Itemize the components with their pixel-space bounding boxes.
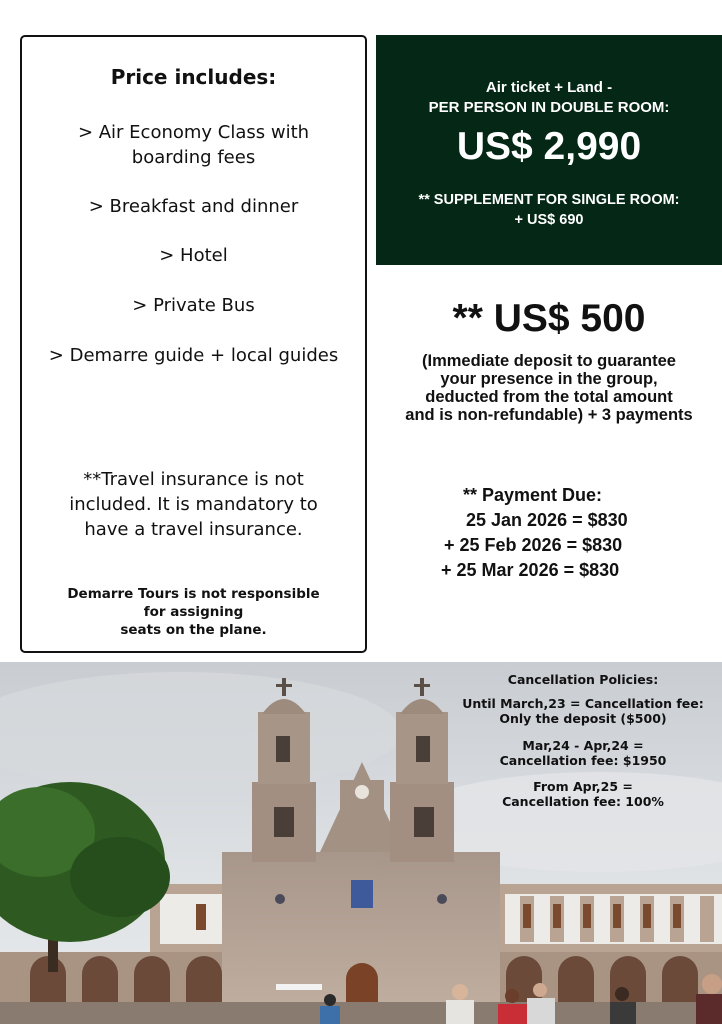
seat-note-line: for assigning	[143, 604, 244, 620]
include-item-bus: > Private Bus	[132, 295, 255, 316]
deposit-amount: ** US$ 500	[452, 297, 646, 340]
include-item-meals: > Breakfast and dinner	[88, 196, 299, 217]
cancellation-line: Mar,24 - Apr,24 =	[522, 738, 644, 753]
cancellation-line: Until March,23 = Cancellation fee:	[462, 696, 704, 711]
basilica-photo	[0, 662, 722, 1024]
seat-note-line: seats on the plane.	[120, 622, 267, 638]
deposit-line: deducted from the total amount	[425, 388, 673, 406]
include-item-guides: > Demarre guide + local guides	[48, 345, 339, 366]
cancellation-line: Only the deposit ($500)	[499, 711, 667, 726]
include-item-hotel: > Hotel	[159, 245, 228, 266]
cancellation-line: Cancellation fee: $1950	[499, 753, 667, 768]
price-box-line2: PER PERSON IN DOUBLE ROOM:	[428, 99, 670, 116]
include-item-air: > Air Economy Class with	[77, 122, 310, 143]
insurance-line: have a travel insurance.	[84, 519, 303, 540]
cancellation-line: From Apr,25 =	[533, 779, 633, 794]
include-item-air-fees: boarding fees	[131, 147, 256, 168]
insurance-line: **Travel insurance is not	[83, 469, 304, 490]
includes-title: Price includes:	[110, 65, 277, 89]
deposit-line: your presence in the group,	[440, 370, 658, 388]
payment-item: 25 Jan 2026 = $830	[466, 510, 628, 530]
insurance-line: included. It is mandatory to	[69, 494, 318, 515]
price-box-line1: Air ticket + Land -	[485, 79, 613, 96]
deposit-line: (Immediate deposit to guarantee	[422, 352, 676, 370]
seat-disclaimer	[42, 585, 345, 639]
cancellation-title: Cancellation Policies:	[507, 672, 659, 687]
deposit-line: and is non-refundable) + 3 payments	[405, 406, 693, 424]
single-supplement-price: + US$ 690	[514, 212, 584, 228]
payment-item: + 25 Feb 2026 = $830	[444, 535, 623, 555]
seat-note-line: Demarre Tours is not responsible	[67, 586, 320, 602]
price-includes-box	[20, 35, 367, 653]
package-price: US$ 2,990	[456, 125, 642, 168]
price-box	[376, 35, 722, 265]
cancellation-line: Cancellation fee: 100%	[502, 794, 664, 809]
single-supplement-label: ** SUPPLEMENT FOR SINGLE ROOM:	[418, 192, 680, 208]
payment-title: ** Payment Due:	[463, 485, 603, 505]
insurance-note	[32, 467, 355, 542]
payment-item: + 25 Mar 2026 = $830	[441, 560, 620, 580]
